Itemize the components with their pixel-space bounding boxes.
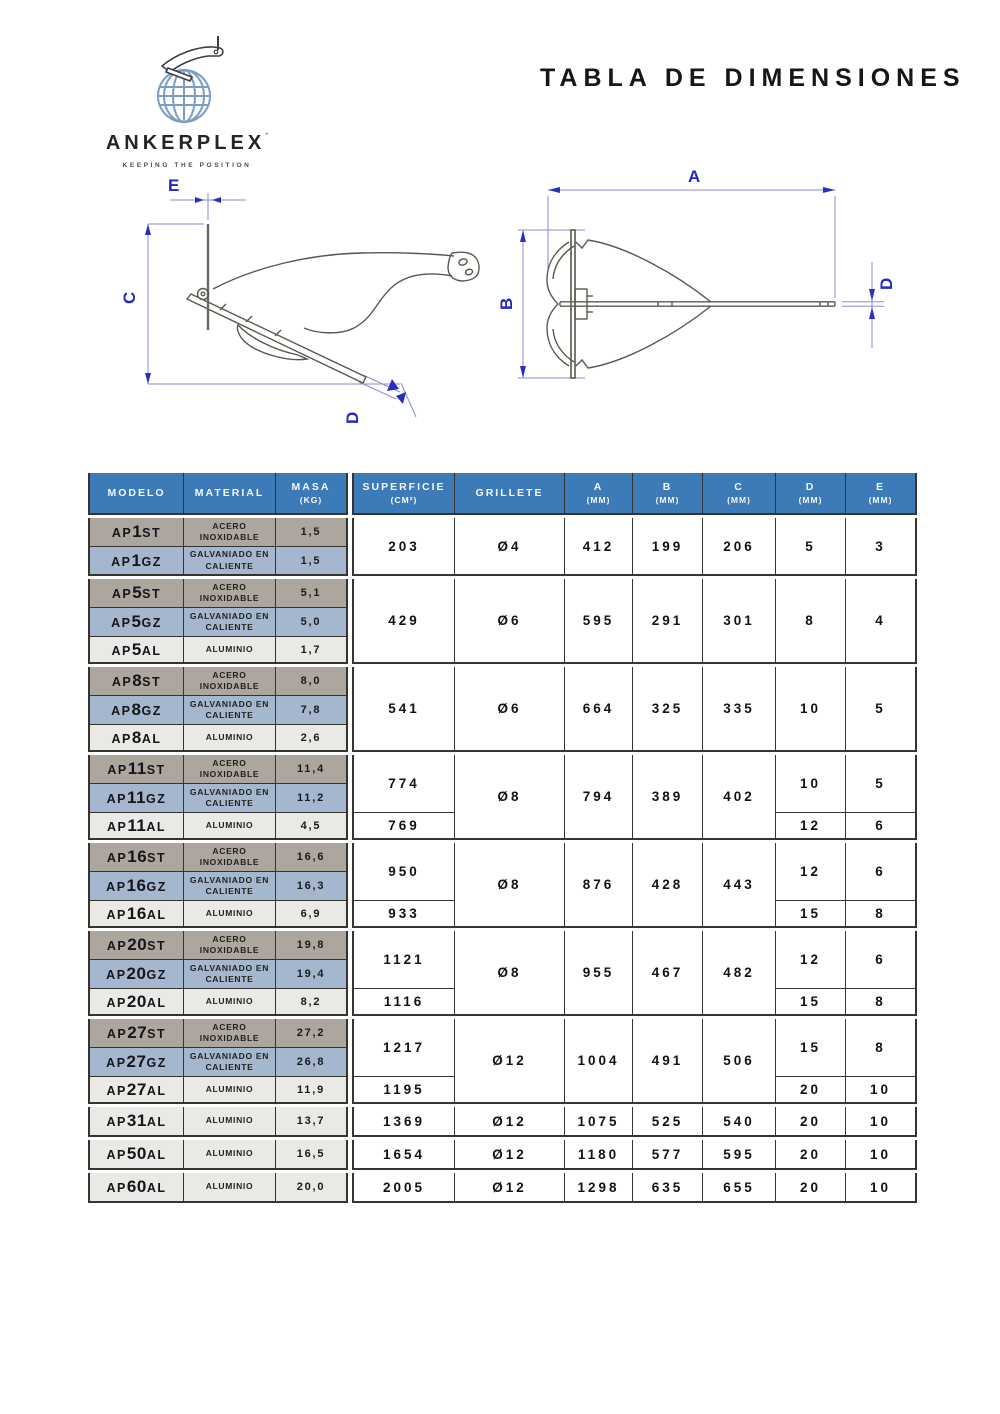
superficie-value-cell: 1369 bbox=[352, 1107, 455, 1137]
a-value-cell: 412 bbox=[565, 518, 633, 576]
material-cell: ACERO INOXIDABLE bbox=[184, 931, 276, 960]
anchor-side-drawing bbox=[187, 224, 479, 383]
col-header-superficie: SUPERFICIE (CM²) bbox=[352, 473, 455, 515]
dim-label-e: E bbox=[168, 176, 180, 195]
a-value-cell: 664 bbox=[565, 667, 633, 752]
material-cell: ALUMINIO bbox=[184, 1140, 276, 1170]
model-group bbox=[88, 1173, 917, 1203]
col-header-e: E (MM) bbox=[846, 473, 917, 515]
table-row bbox=[88, 1107, 917, 1137]
superficie-value-cell: 769 bbox=[352, 813, 455, 840]
model-cell: AP11GZ bbox=[88, 784, 184, 813]
d-value-cell: 5 bbox=[776, 518, 846, 576]
d-value-cell: 20 bbox=[776, 1077, 846, 1104]
b-value-cell: 525 bbox=[633, 1107, 703, 1137]
model-cell: AP50AL bbox=[88, 1140, 184, 1170]
model-group bbox=[88, 1019, 917, 1104]
c-value-cell: 335 bbox=[703, 667, 776, 752]
model-cell: AP60AL bbox=[88, 1173, 184, 1203]
material-cell: ALUMINIO bbox=[184, 813, 276, 840]
e-value-cell: 5 bbox=[846, 667, 917, 752]
d-value-cell: 8 bbox=[776, 579, 846, 664]
e-value-cell: 8 bbox=[846, 989, 917, 1016]
c-value-cell: 540 bbox=[703, 1107, 776, 1137]
model-cell: AP8ST bbox=[88, 667, 184, 696]
b-value-cell: 467 bbox=[633, 931, 703, 1016]
superficie-value-cell: 203 bbox=[352, 518, 455, 576]
dim-label-d-top: D bbox=[877, 277, 896, 290]
e-value-cell: 10 bbox=[846, 1173, 917, 1203]
b-value-cell: 325 bbox=[633, 667, 703, 752]
a-value-cell: 955 bbox=[565, 931, 633, 1016]
mass-cell: 20,0 bbox=[276, 1173, 348, 1203]
c-value-cell: 482 bbox=[703, 931, 776, 1016]
material-cell: ACERO INOXIDABLE bbox=[184, 518, 276, 547]
mass-cell: 4,5 bbox=[276, 813, 348, 840]
mass-cell: 1,5 bbox=[276, 518, 348, 547]
dimensions-table bbox=[88, 473, 920, 1206]
table-row bbox=[88, 1019, 917, 1048]
model-cell: AP16AL bbox=[88, 901, 184, 928]
c-value-cell: 506 bbox=[703, 1019, 776, 1104]
d-value-cell: 12 bbox=[776, 813, 846, 840]
col-header-d: D (MM) bbox=[776, 473, 846, 515]
superficie-value-cell: 429 bbox=[352, 579, 455, 664]
material-cell: ALUMINIO bbox=[184, 1173, 276, 1203]
e-value-cell: 6 bbox=[846, 843, 917, 901]
mass-cell: 8,0 bbox=[276, 667, 348, 696]
mass-cell: 16,3 bbox=[276, 872, 348, 901]
model-cell: AP8GZ bbox=[88, 696, 184, 725]
a-value-cell: 595 bbox=[565, 579, 633, 664]
mass-cell: 5,1 bbox=[276, 579, 348, 608]
material-cell: ACERO INOXIDABLE bbox=[184, 1019, 276, 1048]
a-value-cell: 876 bbox=[565, 843, 633, 928]
model-cell: AP5ST bbox=[88, 579, 184, 608]
dimension-arrows bbox=[520, 187, 875, 378]
b-value-cell: 491 bbox=[633, 1019, 703, 1104]
material-cell: ACERO INOXIDABLE bbox=[184, 843, 276, 872]
mass-cell: 1,5 bbox=[276, 547, 348, 576]
b-value-cell: 199 bbox=[633, 518, 703, 576]
model-cell: AP8AL bbox=[88, 725, 184, 752]
grillete-value-cell: Ø8 bbox=[455, 755, 565, 840]
grillete-value-cell: Ø12 bbox=[455, 1173, 565, 1203]
material-cell: GALVANIADO EN CALIENTE bbox=[184, 608, 276, 637]
d-value-cell: 15 bbox=[776, 989, 846, 1016]
material-cell: ACERO INOXIDABLE bbox=[184, 579, 276, 608]
e-value-cell: 8 bbox=[846, 901, 917, 928]
mass-cell: 16,5 bbox=[276, 1140, 348, 1170]
model-cell: AP11AL bbox=[88, 813, 184, 840]
col-header-c: C (MM) bbox=[703, 473, 776, 515]
superficie-value-cell: 1121 bbox=[352, 931, 455, 989]
mass-cell: 6,9 bbox=[276, 901, 348, 928]
e-value-cell: 6 bbox=[846, 813, 917, 840]
model-cell: AP1GZ bbox=[88, 547, 184, 576]
table-row bbox=[88, 579, 917, 608]
mass-cell: 11,9 bbox=[276, 1077, 348, 1104]
superficie-value-cell: 541 bbox=[352, 667, 455, 752]
model-cell: AP11ST bbox=[88, 755, 184, 784]
superficie-value-cell: 950 bbox=[352, 843, 455, 901]
grillete-value-cell: Ø6 bbox=[455, 579, 565, 664]
logo-graphic bbox=[132, 34, 242, 130]
model-cell: AP16GZ bbox=[88, 872, 184, 901]
c-value-cell: 443 bbox=[703, 843, 776, 928]
e-value-cell: 4 bbox=[846, 579, 917, 664]
material-cell: ALUMINIO bbox=[184, 637, 276, 664]
model-cell: AP16ST bbox=[88, 843, 184, 872]
mass-cell: 19,8 bbox=[276, 931, 348, 960]
brand-trademark: ´ bbox=[265, 132, 269, 142]
dim-label-a: A bbox=[688, 167, 701, 186]
superficie-value-cell: 1195 bbox=[352, 1077, 455, 1104]
a-value-cell: 1298 bbox=[565, 1173, 633, 1203]
mass-cell: 13,7 bbox=[276, 1107, 348, 1137]
a-value-cell: 1075 bbox=[565, 1107, 633, 1137]
d-value-cell: 10 bbox=[776, 755, 846, 813]
b-value-cell: 389 bbox=[633, 755, 703, 840]
e-value-cell: 10 bbox=[846, 1107, 917, 1137]
superficie-value-cell: 774 bbox=[352, 755, 455, 813]
model-group bbox=[88, 667, 917, 752]
table-row bbox=[88, 518, 917, 547]
mass-cell: 11,2 bbox=[276, 784, 348, 813]
mass-cell: 26,8 bbox=[276, 1048, 348, 1077]
material-cell: GALVANIADO EN CALIENTE bbox=[184, 784, 276, 813]
b-value-cell: 635 bbox=[633, 1173, 703, 1203]
material-cell: ALUMINIO bbox=[184, 1077, 276, 1104]
model-group bbox=[88, 579, 917, 664]
model-group bbox=[88, 518, 917, 576]
brand-tagline: KEEPING THE POSITION bbox=[122, 162, 252, 169]
grillete-value-cell: Ø4 bbox=[455, 518, 565, 576]
model-cell: AP20ST bbox=[88, 931, 184, 960]
superficie-value-cell: 933 bbox=[352, 901, 455, 928]
material-cell: ALUMINIO bbox=[184, 725, 276, 752]
table-row bbox=[88, 1140, 917, 1170]
d-value-cell: 12 bbox=[776, 843, 846, 901]
dim-label-d-side: D bbox=[343, 411, 362, 424]
d-value-cell: 10 bbox=[776, 667, 846, 752]
e-value-cell: 5 bbox=[846, 755, 917, 813]
model-group bbox=[88, 755, 917, 840]
e-value-cell: 6 bbox=[846, 931, 917, 989]
superficie-value-cell: 1217 bbox=[352, 1019, 455, 1077]
col-header-masa: MASA (KG) bbox=[276, 473, 348, 515]
mass-cell: 16,6 bbox=[276, 843, 348, 872]
mass-cell: 8,2 bbox=[276, 989, 348, 1016]
a-value-cell: 1004 bbox=[565, 1019, 633, 1104]
col-header-b: B (MM) bbox=[633, 473, 703, 515]
model-cell: AP5GZ bbox=[88, 608, 184, 637]
grillete-value-cell: Ø8 bbox=[455, 843, 565, 928]
c-value-cell: 206 bbox=[703, 518, 776, 576]
brand-name: ANKERPLEX´ bbox=[105, 132, 269, 154]
col-header-a: A (MM) bbox=[565, 473, 633, 515]
material-cell: ALUMINIO bbox=[184, 1107, 276, 1137]
page-title: TABLA DE DIMENSIONES bbox=[540, 64, 966, 92]
material-cell: ACERO INOXIDABLE bbox=[184, 755, 276, 784]
grillete-value-cell: Ø12 bbox=[455, 1019, 565, 1104]
material-cell: ACERO INOXIDABLE bbox=[184, 667, 276, 696]
col-header-material: MATERIAL bbox=[184, 473, 276, 515]
a-value-cell: 794 bbox=[565, 755, 633, 840]
model-cell: AP1ST bbox=[88, 518, 184, 547]
table-row bbox=[88, 1173, 917, 1203]
anchor-side-view-diagram bbox=[100, 158, 500, 453]
grillete-value-cell: Ø6 bbox=[455, 667, 565, 752]
table-row bbox=[88, 931, 917, 960]
col-header-grillete: GRILLETE bbox=[455, 473, 565, 515]
mass-cell: 2,6 bbox=[276, 725, 348, 752]
mass-cell: 11,4 bbox=[276, 755, 348, 784]
model-cell: AP20GZ bbox=[88, 960, 184, 989]
material-cell: GALVANIADO EN CALIENTE bbox=[184, 1048, 276, 1077]
a-value-cell: 1180 bbox=[565, 1140, 633, 1170]
superficie-value-cell: 1654 bbox=[352, 1140, 455, 1170]
mass-cell: 5,0 bbox=[276, 608, 348, 637]
table-row bbox=[88, 755, 917, 784]
brand-logo bbox=[92, 34, 282, 169]
c-value-cell: 402 bbox=[703, 755, 776, 840]
table-header bbox=[88, 473, 917, 515]
anchor-top-drawing bbox=[547, 230, 835, 378]
mass-cell: 19,4 bbox=[276, 960, 348, 989]
e-value-cell: 10 bbox=[846, 1140, 917, 1170]
superficie-value-cell: 1116 bbox=[352, 989, 455, 1016]
anchor-outline-icon bbox=[162, 36, 223, 81]
b-value-cell: 428 bbox=[633, 843, 703, 928]
grillete-value-cell: Ø12 bbox=[455, 1140, 565, 1170]
model-cell: AP31AL bbox=[88, 1107, 184, 1137]
col-header-modelo: MODELO bbox=[88, 473, 184, 515]
mass-cell: 27,2 bbox=[276, 1019, 348, 1048]
e-value-cell: 8 bbox=[846, 1019, 917, 1077]
material-cell: GALVANIADO EN CALIENTE bbox=[184, 547, 276, 576]
c-value-cell: 655 bbox=[703, 1173, 776, 1203]
c-value-cell: 301 bbox=[703, 579, 776, 664]
grillete-value-cell: Ø12 bbox=[455, 1107, 565, 1137]
grillete-value-cell: Ø8 bbox=[455, 931, 565, 1016]
d-value-cell: 20 bbox=[776, 1173, 846, 1203]
table-row bbox=[88, 843, 917, 872]
d-value-cell: 20 bbox=[776, 1107, 846, 1137]
material-cell: GALVANIADO EN CALIENTE bbox=[184, 696, 276, 725]
d-value-cell: 20 bbox=[776, 1140, 846, 1170]
mass-cell: 7,8 bbox=[276, 696, 348, 725]
d-value-cell: 15 bbox=[776, 1019, 846, 1077]
dimension-arrows bbox=[145, 197, 406, 404]
dim-label-b: B bbox=[497, 297, 516, 310]
mass-cell: 1,7 bbox=[276, 637, 348, 664]
model-cell: AP27ST bbox=[88, 1019, 184, 1048]
e-value-cell: 3 bbox=[846, 518, 917, 576]
model-cell: AP27GZ bbox=[88, 1048, 184, 1077]
anchor-top-view-diagram bbox=[490, 158, 910, 453]
model-group bbox=[88, 1107, 917, 1137]
c-value-cell: 595 bbox=[703, 1140, 776, 1170]
material-cell: GALVANIADO EN CALIENTE bbox=[184, 960, 276, 989]
model-cell: AP20AL bbox=[88, 989, 184, 1016]
model-cell: AP27AL bbox=[88, 1077, 184, 1104]
model-cell: AP5AL bbox=[88, 637, 184, 664]
model-group bbox=[88, 931, 917, 1016]
model-group bbox=[88, 1140, 917, 1170]
b-value-cell: 577 bbox=[633, 1140, 703, 1170]
material-cell: GALVANIADO EN CALIENTE bbox=[184, 872, 276, 901]
model-group bbox=[88, 843, 917, 928]
superficie-value-cell: 2005 bbox=[352, 1173, 455, 1203]
e-value-cell: 10 bbox=[846, 1077, 917, 1104]
material-cell: ALUMINIO bbox=[184, 901, 276, 928]
material-cell: ALUMINIO bbox=[184, 989, 276, 1016]
b-value-cell: 291 bbox=[633, 579, 703, 664]
table-row bbox=[88, 667, 917, 696]
d-value-cell: 15 bbox=[776, 901, 846, 928]
d-value-cell: 12 bbox=[776, 931, 846, 989]
dim-label-c: C bbox=[120, 291, 139, 304]
